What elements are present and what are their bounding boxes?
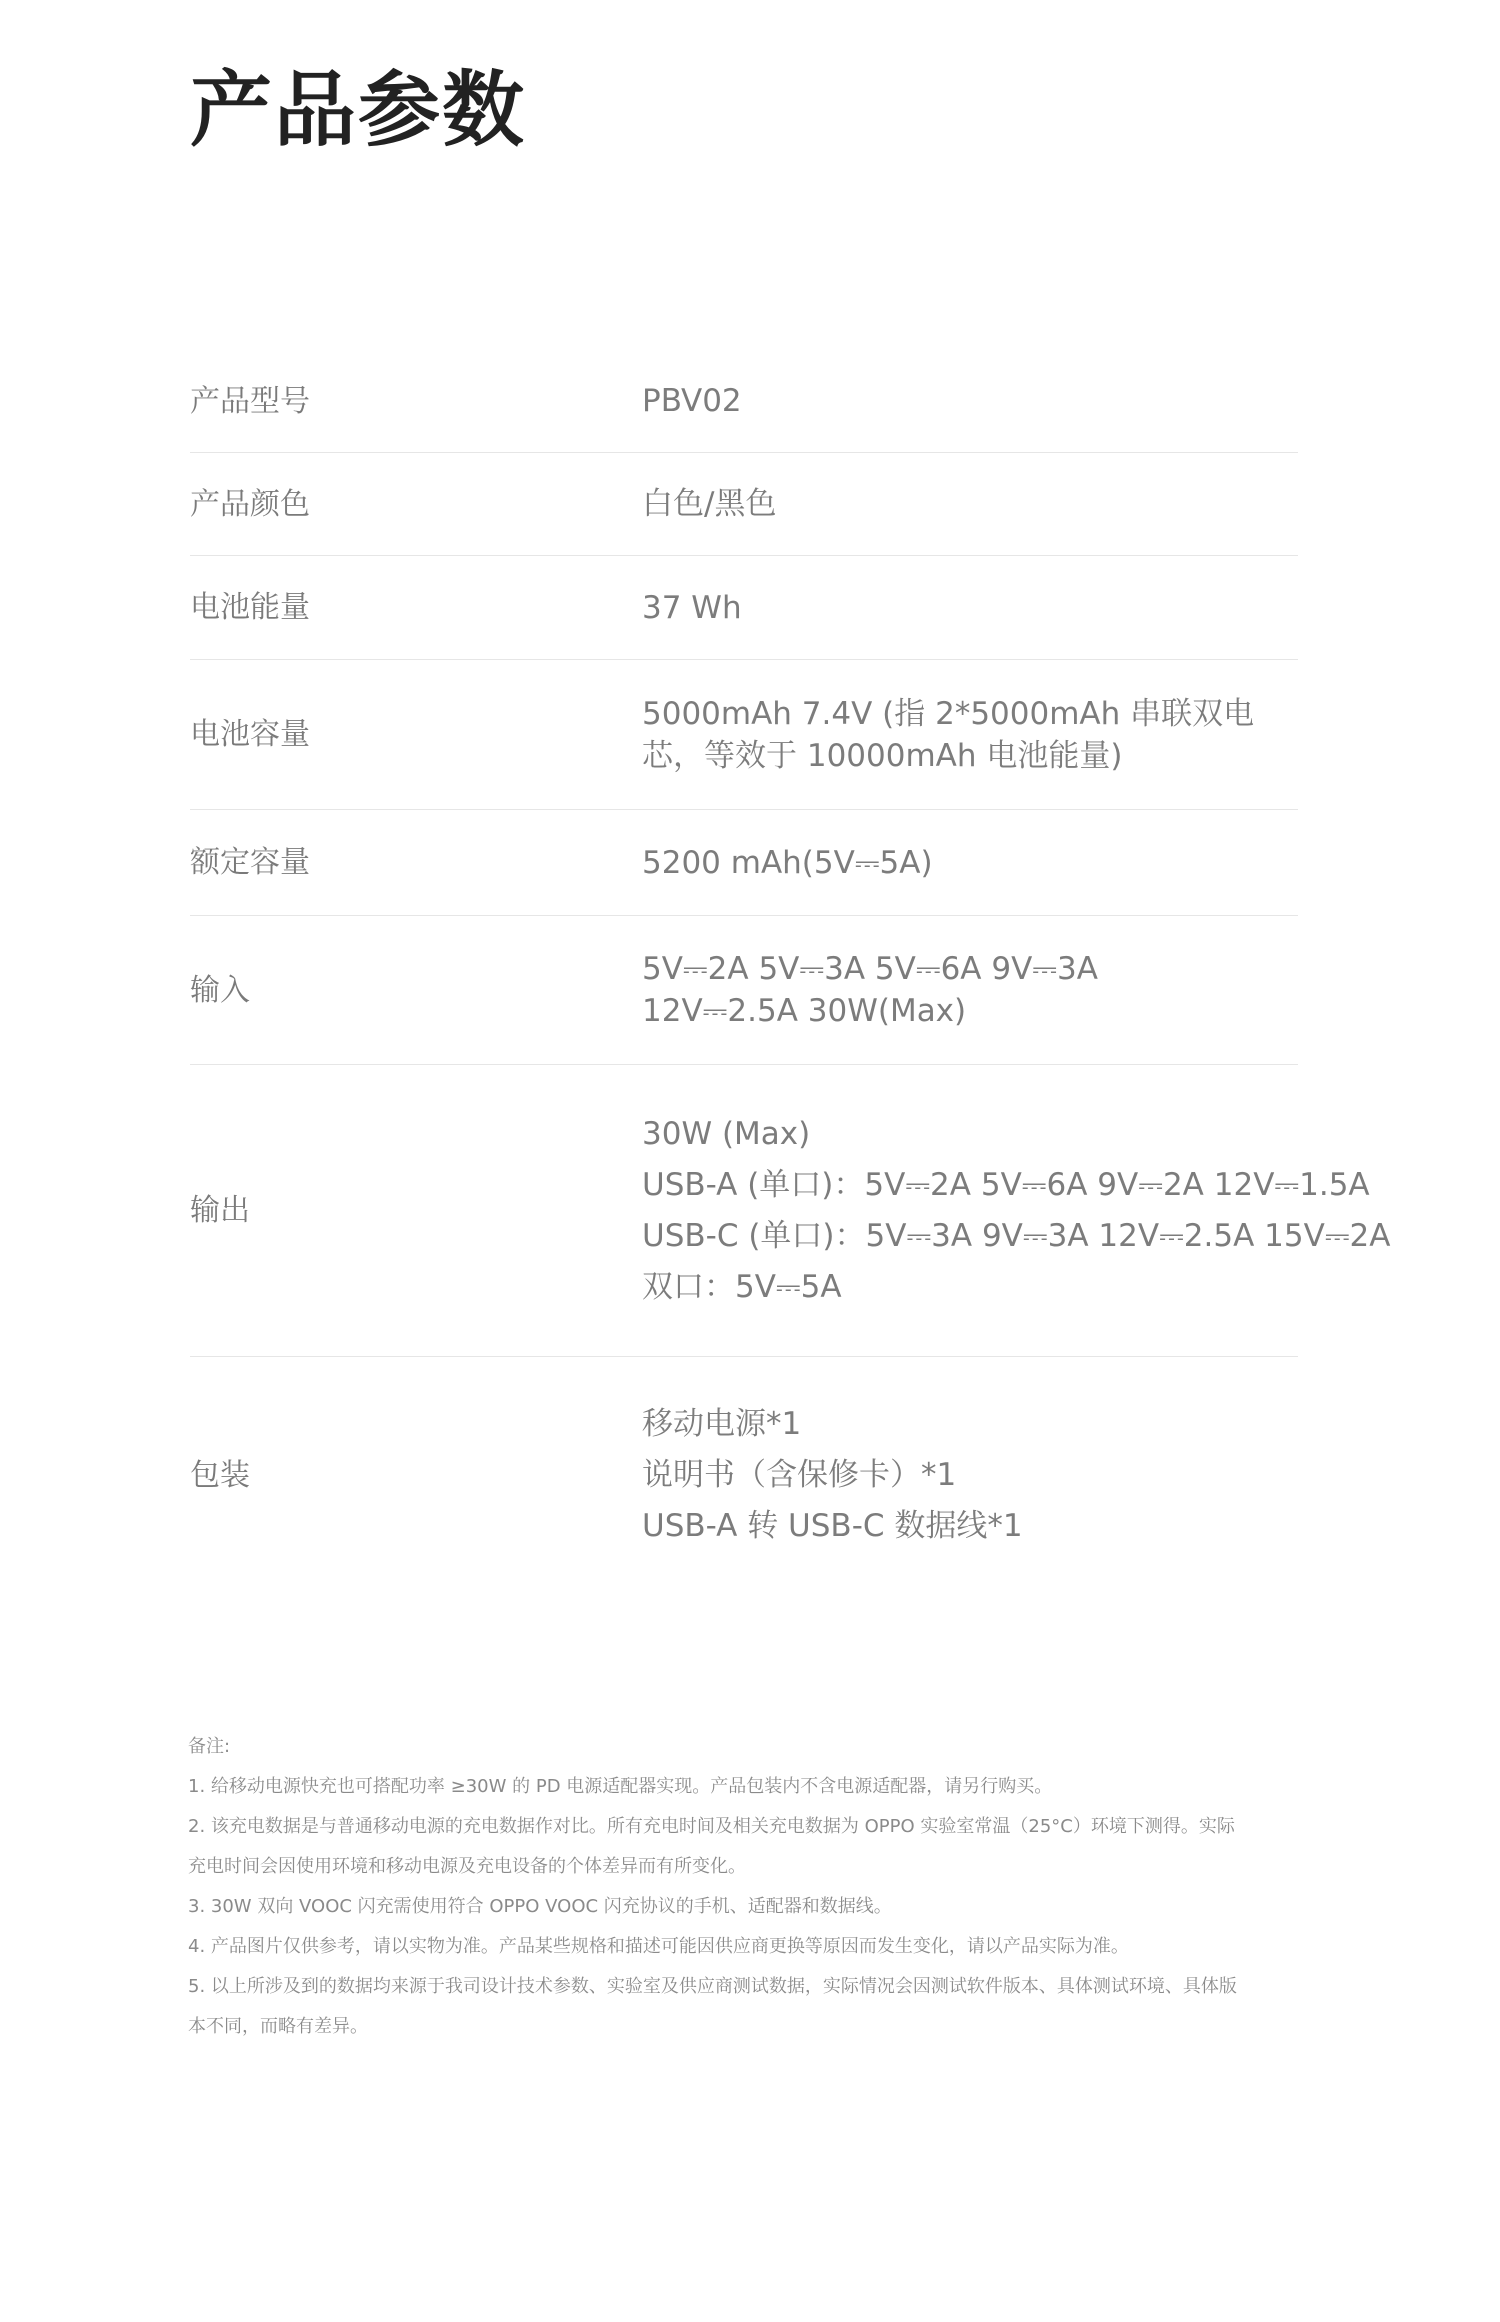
spec-value-line: 30W (Max) [642,1116,811,1152]
spec-label: 产品型号 [190,383,310,419]
spec-label: 包装 [190,1457,250,1493]
spec-row-color [190,453,1298,556]
spec-value [642,1394,1298,1556]
spec-value-line: 37 Wh [642,589,742,626]
spec-value-line: PBV02 [642,383,742,419]
spec-value-line: 芯，等效于 10000mAh 电池能量) [642,737,1123,774]
spec-value-line: 5000mAh 7.4V (指 2*5000mAh 串联双电 [642,695,1255,732]
spec-value-line: USB-A (单口)：5V⎓2A 5V⎓6A 9V⎓2A 12V⎓1.5A [642,1167,1370,1203]
spec-value-line: 白色/黑色 [642,486,777,522]
spec-row-battery-capacity [190,660,1298,810]
spec-value-line: 移动电源*1 [642,1406,802,1442]
page-title: 产品参数 [190,63,527,158]
spec-value-line: 5V⎓2A 5V⎓3A 5V⎓6A 9V⎓3A [642,951,1098,987]
spec-row-input [190,916,1298,1065]
spec-row-battery-energy [190,556,1298,660]
spec-label: 输出 [190,1193,250,1228]
spec-row-output [190,1065,1391,1357]
spec-value-line: USB-A 转 USB-C 数据线*1 [642,1508,1023,1544]
note-line: 本不同，而略有差异。 [188,2016,368,2037]
spec-value-line: USB-C (单口)：5V⎓3A 9V⎓3A 12V⎓2.5A 15V⎓2A [642,1218,1391,1254]
notes-section [188,1727,1308,2047]
spec-value [642,1104,1390,1317]
spec-value [642,380,1298,422]
note-line: 5. 以上所涉及到的数据均来源于我司设计技术参数、实验室及供应商测试数据，实际情况会因测试软件版本、具体测试环境、具体版 [188,1976,1237,1997]
spec-label: 额定容量 [190,845,310,880]
spec-label: 电池容量 [190,717,310,752]
spec-label: 输入 [190,972,250,1008]
spec-value [642,693,1298,777]
spec-value [642,948,1298,1032]
spec-value-line: 说明书（含保修卡）*1 [642,1457,957,1493]
notes-heading: 备注: [188,1736,231,1757]
spec-value-line: 双口：5V⎓5A [642,1269,842,1305]
spec-label: 产品颜色 [190,486,310,522]
note-line: 4. 产品图片仅供参考，请以实物为准。产品某些规格和描述可能因供应商更换等原因而发生变化，请以产品实际为准。 [188,1936,1129,1957]
note-line: 充电时间会因使用环境和移动电源及充电设备的个体差异而有所变化。 [188,1856,746,1877]
spec-value [642,587,1298,629]
spec-value [642,483,1298,525]
spec-label: 电池能量 [190,590,310,625]
note-line: 1. 给移动电源快充也可搭配功率 ≥30W 的 PD 电源适配器实现。产品包装内不含电源适配器，请另行购买。 [188,1776,1053,1797]
spec-row-package [190,1357,1298,1593]
note-line: 2. 该充电数据是与普通移动电源的充电数据作对比。所有充电时间及相关充电数据为 OPPO 实验室常温（25°C）环境下测得。实际 [188,1816,1235,1837]
spec-table [190,350,1391,1593]
spec-row-rated-capacity [190,810,1298,916]
spec-value-line: 12V⎓2.5A 30W(Max) [642,993,967,1029]
spec-row-model [190,350,1298,453]
spec-value-line: 5200 mAh(5V⎓5A) [642,844,933,881]
note-line: 3. 30W 双向 VOOC 闪充需使用符合 OPPO VOOC 闪充协议的手机、适配器和数据线。 [188,1896,892,1917]
spec-value [642,842,1298,884]
